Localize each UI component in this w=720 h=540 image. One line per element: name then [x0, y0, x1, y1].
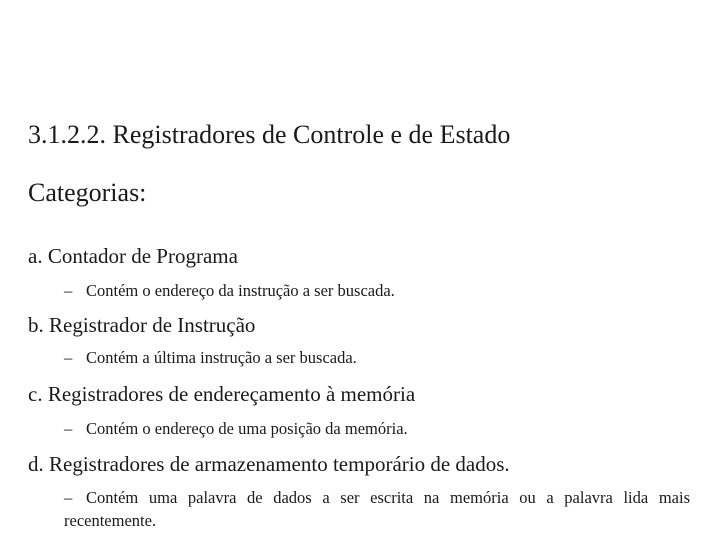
dash-bullet: – — [64, 419, 73, 438]
list-item-a-description — [64, 279, 395, 302]
list-item-d-label: d. Registradores de armazenamento temporário de dados. — [28, 452, 510, 476]
list-item-c-description — [64, 417, 408, 440]
list-item-a-label: a. Contador de Programa — [28, 244, 238, 268]
description-text: Contém o endereço de uma posição da memória. — [86, 419, 408, 438]
dash-bullet: – — [64, 281, 73, 300]
list-item-c-label: c. Registradores de endereçamento à memória — [28, 382, 416, 406]
list-item-d-description — [64, 486, 690, 532]
description-text: Contém o endereço da instrução a ser buscada. — [86, 281, 395, 300]
list-item-b-description — [64, 346, 357, 369]
dash-bullet: – — [64, 488, 73, 507]
categories-heading: Categorias: — [28, 178, 147, 207]
slide-title: 3.1.2.2. Registradores de Controle e de Estado — [28, 120, 511, 149]
dash-bullet: – — [64, 348, 73, 367]
list-item-b-label: b. Registrador de Instrução — [28, 313, 256, 337]
description-text: Contém uma palavra de dados a ser escrita na memória ou a palavra lida mais recentemente. — [64, 488, 690, 530]
description-text: Contém a última instrução a ser buscada. — [86, 348, 357, 367]
